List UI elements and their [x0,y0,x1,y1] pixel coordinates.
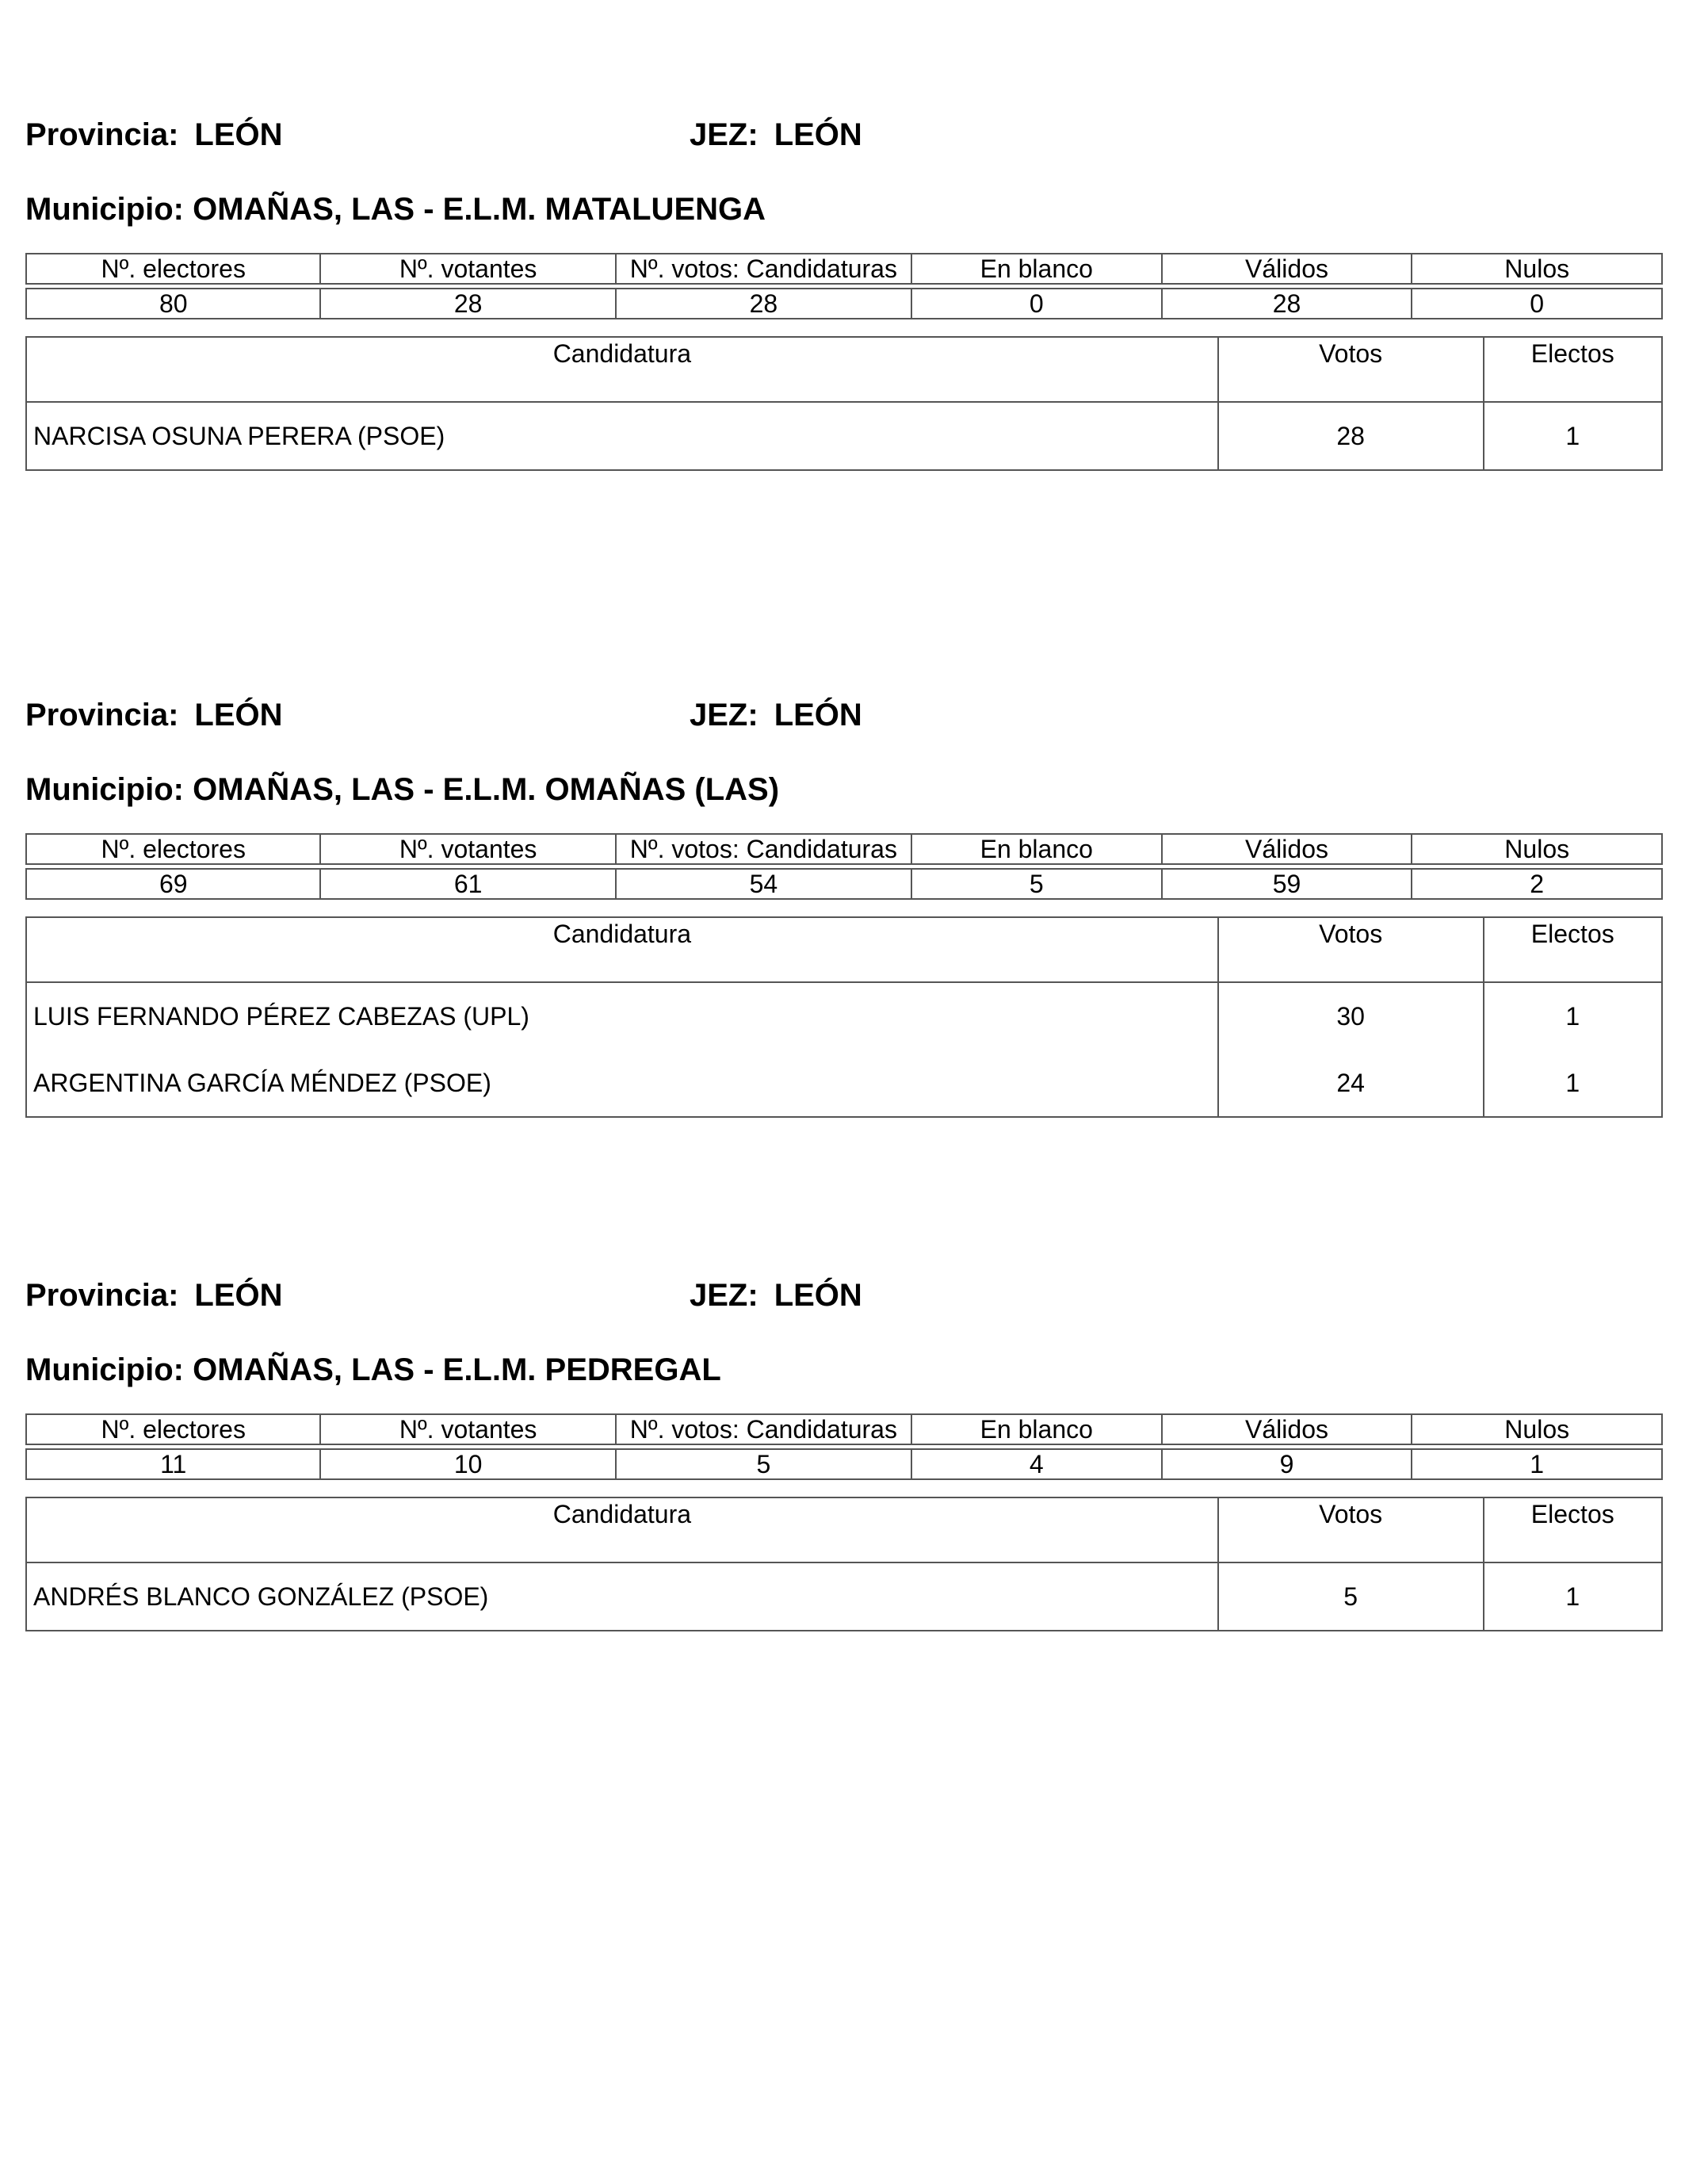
value-en-blanco: 0 [911,289,1162,319]
candidate-name: LUIS FERNANDO PÉREZ CABEZAS (UPL) [26,982,1218,1050]
value-votos-candidaturas: 54 [616,869,911,899]
summary-value-row [26,289,1662,319]
summary-header-row [26,254,1662,284]
header-candidatura: Candidatura [26,337,1218,402]
value-nulos: 1 [1412,1449,1662,1479]
candidates-header-row [26,1497,1662,1562]
candidate-electos: 1 [1484,1562,1662,1631]
jez-heading: JEZ: LEÓN [690,117,862,152]
candidates-table [25,916,1663,1118]
candidate-name: ARGENTINA GARCÍA MÉNDEZ (PSOE) [26,1050,1218,1117]
header-candidatura: Candidatura [26,1497,1218,1562]
provincia-heading: Provincia: LEÓN [25,117,283,152]
value-nulos: 0 [1412,289,1662,319]
header-votantes: Nº. votantes [320,1414,615,1444]
header-votos: Votos [1218,337,1484,402]
header-validos: Válidos [1162,254,1412,284]
candidates-header-row [26,337,1662,402]
jez-heading: JEZ: LEÓN [690,1278,862,1313]
header-electos: Electos [1484,917,1662,982]
header-electos: Electos [1484,337,1662,402]
header-en-blanco: En blanco [911,254,1162,284]
value-electores: 11 [26,1449,320,1479]
value-en-blanco: 5 [911,869,1162,899]
candidate-name: ANDRÉS BLANCO GONZÁLEZ (PSOE) [26,1562,1218,1631]
value-electores: 69 [26,869,320,899]
summary-header-row [26,1414,1662,1444]
header-nulos: Nulos [1412,834,1662,864]
value-votantes: 61 [320,869,615,899]
value-validos: 9 [1162,1449,1412,1479]
candidate-votos: 24 [1218,1050,1484,1117]
header-validos: Válidos [1162,834,1412,864]
value-validos: 28 [1162,289,1412,319]
value-validos: 59 [1162,869,1412,899]
candidates-table [25,336,1663,471]
value-votos-candidaturas: 28 [616,289,911,319]
summary-table [25,1413,1663,1480]
header-en-blanco: En blanco [911,1414,1162,1444]
candidate-name: NARCISA OSUNA PERERA (PSOE) [26,402,1218,470]
candidate-row [26,1562,1662,1631]
header-electores: Nº. electores [26,1414,320,1444]
value-en-blanco: 4 [911,1449,1162,1479]
header-electos: Electos [1484,1497,1662,1562]
value-nulos: 2 [1412,869,1662,899]
header-nulos: Nulos [1412,254,1662,284]
header-en-blanco: En blanco [911,834,1162,864]
header-votos-candidaturas: Nº. votos: Candidaturas [616,1414,911,1444]
header-electores: Nº. electores [26,834,320,864]
candidate-electos: 1 [1484,982,1662,1050]
header-votantes: Nº. votantes [320,834,615,864]
candidate-votos: 30 [1218,982,1484,1050]
header-nulos: Nulos [1412,1414,1662,1444]
value-electores: 80 [26,289,320,319]
candidate-row [26,1050,1662,1117]
result-section-pedregal [25,1275,1663,1687]
summary-table [25,253,1663,319]
header-validos: Válidos [1162,1414,1412,1444]
value-votantes: 10 [320,1449,615,1479]
jez-heading: JEZ: LEÓN [690,698,862,732]
header-votantes: Nº. votantes [320,254,615,284]
provincia-heading: Provincia: LEÓN [25,698,283,732]
result-section-omanas [25,694,1663,1107]
candidate-row [26,982,1662,1050]
candidate-votos: 28 [1218,402,1484,470]
header-votos-candidaturas: Nº. votos: Candidaturas [616,254,911,284]
header-votos: Votos [1218,917,1484,982]
header-votos: Votos [1218,1497,1484,1562]
municipio-heading: Municipio: OMAÑAS, LAS - E.L.M. MATALUENGA [25,192,766,227]
value-votantes: 28 [320,289,615,319]
result-section-mataluenga [25,114,1663,526]
municipio-heading: Municipio: OMAÑAS, LAS - E.L.M. PEDREGAL [25,1352,721,1387]
candidates-header-row [26,917,1662,982]
candidate-electos: 1 [1484,402,1662,470]
header-votos-candidaturas: Nº. votos: Candidaturas [616,834,911,864]
candidates-table [25,1497,1663,1631]
summary-value-row [26,869,1662,899]
candidate-electos: 1 [1484,1050,1662,1117]
value-votos-candidaturas: 5 [616,1449,911,1479]
header-candidatura: Candidatura [26,917,1218,982]
provincia-heading: Provincia: LEÓN [25,1278,283,1313]
summary-value-row [26,1449,1662,1479]
header-electores: Nº. electores [26,254,320,284]
candidate-votos: 5 [1218,1562,1484,1631]
summary-header-row [26,834,1662,864]
municipio-heading: Municipio: OMAÑAS, LAS - E.L.M. OMAÑAS (LAS) [25,772,780,807]
candidate-row [26,402,1662,470]
summary-table [25,833,1663,900]
